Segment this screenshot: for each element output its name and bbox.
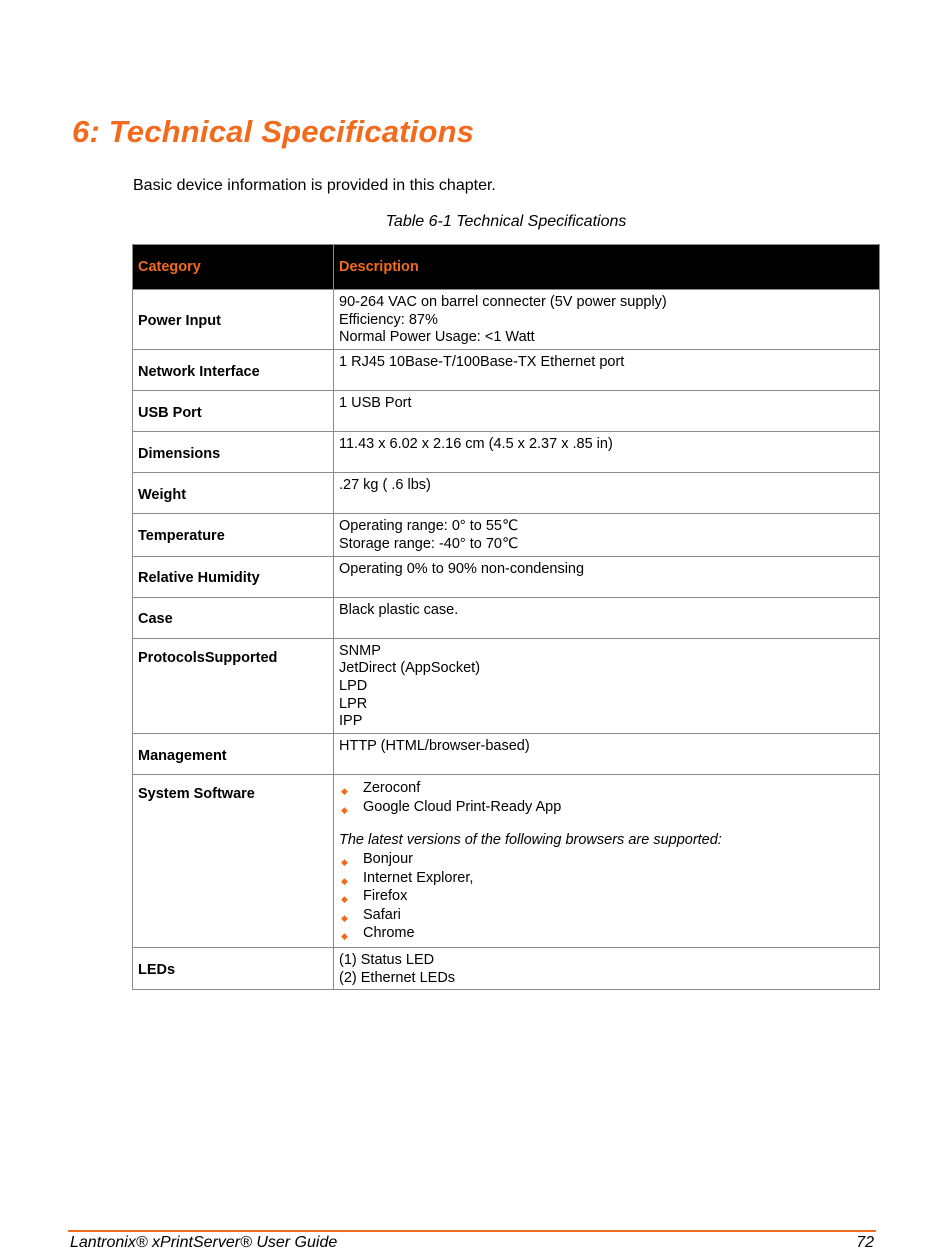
diamond-bullet-icon: ◆ — [341, 875, 348, 886]
row-description — [334, 556, 880, 597]
specifications-table — [132, 244, 880, 990]
diamond-bullet-icon: ◆ — [341, 856, 348, 867]
description-line: (1) Status LED — [339, 952, 435, 969]
table-row — [133, 948, 880, 990]
diamond-bullet-icon: ◆ — [341, 786, 348, 797]
row-description — [334, 775, 880, 948]
description-line: 11.43 x 6.02 x 2.16 cm (4.5 x 2.37 x .85 in) — [339, 436, 613, 453]
row-category: System Software — [133, 775, 334, 948]
description-line: Operating 0% to 90% non-condensing — [339, 560, 585, 577]
table-row — [133, 597, 880, 638]
description-line: IPP — [339, 713, 363, 730]
row-description — [334, 597, 880, 638]
table-row — [133, 350, 880, 391]
description-line: HTTP (HTML/browser-based) — [339, 738, 530, 755]
row-category: Management — [133, 734, 334, 775]
software-list — [339, 779, 874, 816]
table-row — [133, 473, 880, 514]
row-category: Case — [133, 597, 334, 638]
description-line: SNMP — [339, 642, 381, 659]
row-description — [334, 473, 880, 514]
diamond-bullet-icon: ◆ — [341, 912, 348, 923]
list-item: ◆ Bonjour — [339, 850, 874, 869]
table-row — [133, 391, 880, 432]
row-description — [334, 432, 880, 473]
table-row — [133, 775, 880, 948]
description-line: 1 USB Port — [339, 395, 412, 412]
description-line: LPD — [339, 677, 368, 694]
description-line: Operating range: 0° to 55℃ — [339, 518, 519, 535]
table-row — [133, 638, 880, 734]
description-line: LPR — [339, 695, 368, 712]
table-row — [133, 432, 880, 473]
row-category: LEDs — [133, 948, 334, 990]
table-row — [133, 514, 880, 556]
description-line: Storage range: -40° to 70℃ — [339, 535, 519, 552]
row-description — [334, 350, 880, 391]
table-row — [133, 734, 880, 775]
list-item: ◆ Safari — [339, 906, 874, 925]
table-header-row — [133, 245, 880, 290]
row-category: Network Interface — [133, 350, 334, 391]
table-caption: Table 6-1 Technical Specifications — [385, 213, 627, 230]
row-description — [334, 948, 880, 990]
chapter-title: 6: Technical Specifications — [72, 114, 475, 149]
footer-divider — [68, 1230, 876, 1232]
table-row — [133, 556, 880, 597]
description-line: .27 kg ( .6 lbs) — [339, 477, 431, 494]
row-category: Weight — [133, 473, 334, 514]
diamond-bullet-icon: ◆ — [341, 931, 348, 942]
description-line: Black plastic case. — [339, 601, 459, 618]
row-description — [334, 734, 880, 775]
column-header-category: Category — [133, 245, 334, 290]
row-category: Relative Humidity — [133, 556, 334, 597]
list-item: ◆ Internet Explorer, — [339, 869, 874, 888]
intro-text: Basic device information is provided in this chapter. — [133, 177, 496, 194]
column-header-description: Description — [334, 245, 880, 290]
row-description — [334, 290, 880, 350]
row-description — [334, 514, 880, 556]
description-line: JetDirect (AppSocket) — [339, 660, 481, 677]
row-category: Temperature — [133, 514, 334, 556]
row-category: Power Input — [133, 290, 334, 350]
description-line: Efficiency: 87% — [339, 311, 438, 328]
diamond-bullet-icon: ◆ — [341, 894, 348, 905]
row-category: USB Port — [133, 391, 334, 432]
row-category: ProtocolsSupported — [133, 638, 334, 734]
footer-page-number: 72 — [856, 1234, 874, 1251]
row-description — [334, 391, 880, 432]
table-row — [133, 290, 880, 350]
browser-support-note: The latest versions of the following browsers are supported: — [339, 832, 722, 849]
diamond-bullet-icon: ◆ — [341, 804, 348, 815]
list-item: ◆ Firefox — [339, 887, 874, 906]
description-line: 1 RJ45 10Base-T/100Base-TX Ethernet port — [339, 354, 625, 371]
row-description — [334, 638, 880, 734]
browser-list — [339, 850, 874, 943]
description-line: 90-264 VAC on barrel connecter (5V power supply) — [339, 294, 667, 310]
description-line: Normal Power Usage: <1 Watt — [339, 329, 535, 346]
row-category: Dimensions — [133, 432, 334, 473]
footer-guide-title: Lantronix® xPrintServer® User Guide — [70, 1234, 338, 1251]
list-item: ◆ Chrome — [339, 924, 874, 943]
description-line: (2) Ethernet LEDs — [339, 969, 456, 986]
list-item: ◆ Zeroconf — [339, 779, 874, 798]
list-item: ◆ Google Cloud Print-Ready App — [339, 798, 874, 817]
